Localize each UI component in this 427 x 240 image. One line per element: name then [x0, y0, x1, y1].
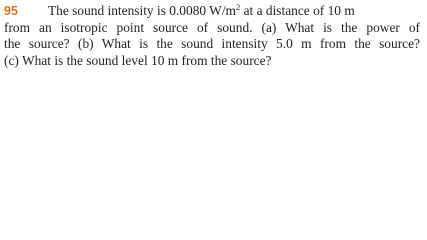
problem-line-1 [4, 3, 420, 20]
unit-exponent: 2 [235, 2, 241, 12]
problem-line-4: (c) What is the sound level 10 m from the source? [4, 52, 272, 68]
problem-line-3: the source? (b) What is the sound intensity 5.0 m from the source? [4, 36, 420, 51]
problem-text-1a: The sound intensity is 0.0080 W/m [48, 3, 236, 18]
problem-number: 95 [4, 4, 18, 18]
problem-text-1b: at a distance of 10 m [240, 3, 355, 18]
problem-line-2: from an isotropic point source of sound. (a) What is the power of [4, 19, 420, 35]
problem-block [4, 3, 420, 69]
